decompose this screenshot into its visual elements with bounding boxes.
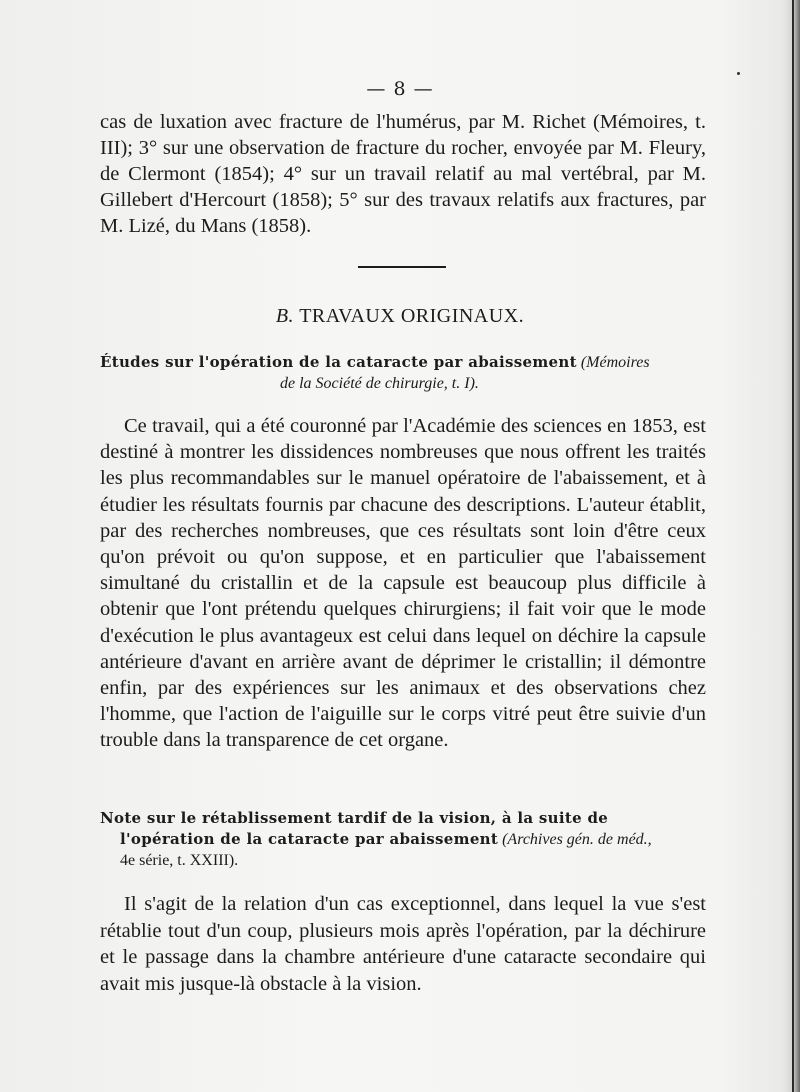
- section-letter: B.: [275, 305, 295, 327]
- paragraph-2: Ce travail, qui a été couronné par l'Académie des sciences en 1853, est destiné à montrer les dissidences nombreuses que nous offrent les traités les plus recommandables sur le manuel opératoire de l'abaissement, et à étudier les résultats fournis par chacune des descriptions. L'auteur établit, par des recherches nombreuses, que ces résultats sont loin d'être ceux qu'on prévoit ou qu'on suppose, et en particulier que l'abaissement simultané du cristallin et de la capsule est beaucoup plus difficile à obtenir que l'ont prétendu quelques chirurgiens; il fait voir que le mode d'exécution le plus avantageux est celui dans lequel on déchire la capsule antérieure d'avant en arrière avant de déprimer le cristallin; il démontre enfin, par des expériences sur les animaux et des observations chez l'homme, que l'action de l'aiguille sur le corps vitré peut être suivie d'un trouble dans la transparence de cet organe.: [100, 415, 706, 752]
- entry2-heading-l2: l'opération de la cataracte par abaissement: [120, 830, 499, 848]
- ink-speck: [737, 72, 740, 75]
- page-edge-line: [792, 0, 794, 1092]
- entry2-source-l2: 4e série, t. XXIII).: [120, 852, 239, 869]
- entry1-source-l1: (Mémoires: [580, 354, 650, 371]
- entry1-description: [100, 413, 706, 754]
- intro-paragraph: cas de luxation avec fracture de l'humérus, par M. Richet (Mémoires, t. III); 3° sur une observation de fracture du rocher, envoyée par M. Fleury, de Clermont (1854); 4° sur un travail relatif au mal vertébral, par M. Gillebert d'Hercourt (1858); 5° sur des travaux relatifs aux fractures, par M. Lizé, du Mans (1858).: [100, 111, 706, 237]
- publication-entry-2: [100, 808, 706, 871]
- entry1-heading: Études sur l'opération de la cataracte par abaissement: [100, 353, 577, 371]
- paragraph-3: Il s'agit de la relation d'un cas exceptionnel, dans lequel la vue s'est rétablie tout d'un coup, plusieurs mois après l'opération, par la déchirure et le passage dans la chambre antérieure d'une cataracte secondaire qui avait mis jusque-là obstacle à la vision.: [100, 893, 706, 995]
- entry1-source-l2: de la Société de chirurgie, t. I).: [280, 375, 479, 392]
- page-number: — 8 —: [366, 78, 434, 100]
- section-title-text: TRAVAUX ORIGINAUX.: [299, 305, 525, 327]
- page-edge-shadow: [782, 0, 800, 1092]
- entry2-source: (Archives gén. de méd.,: [502, 831, 652, 848]
- section-title: [0, 305, 800, 328]
- section-divider: [358, 266, 446, 268]
- publication-entry-1: [100, 352, 706, 394]
- entry2-heading-l1: Note sur le rétablissement tardif de la vision, à la suite de: [100, 809, 609, 827]
- entry2-description: [100, 891, 706, 997]
